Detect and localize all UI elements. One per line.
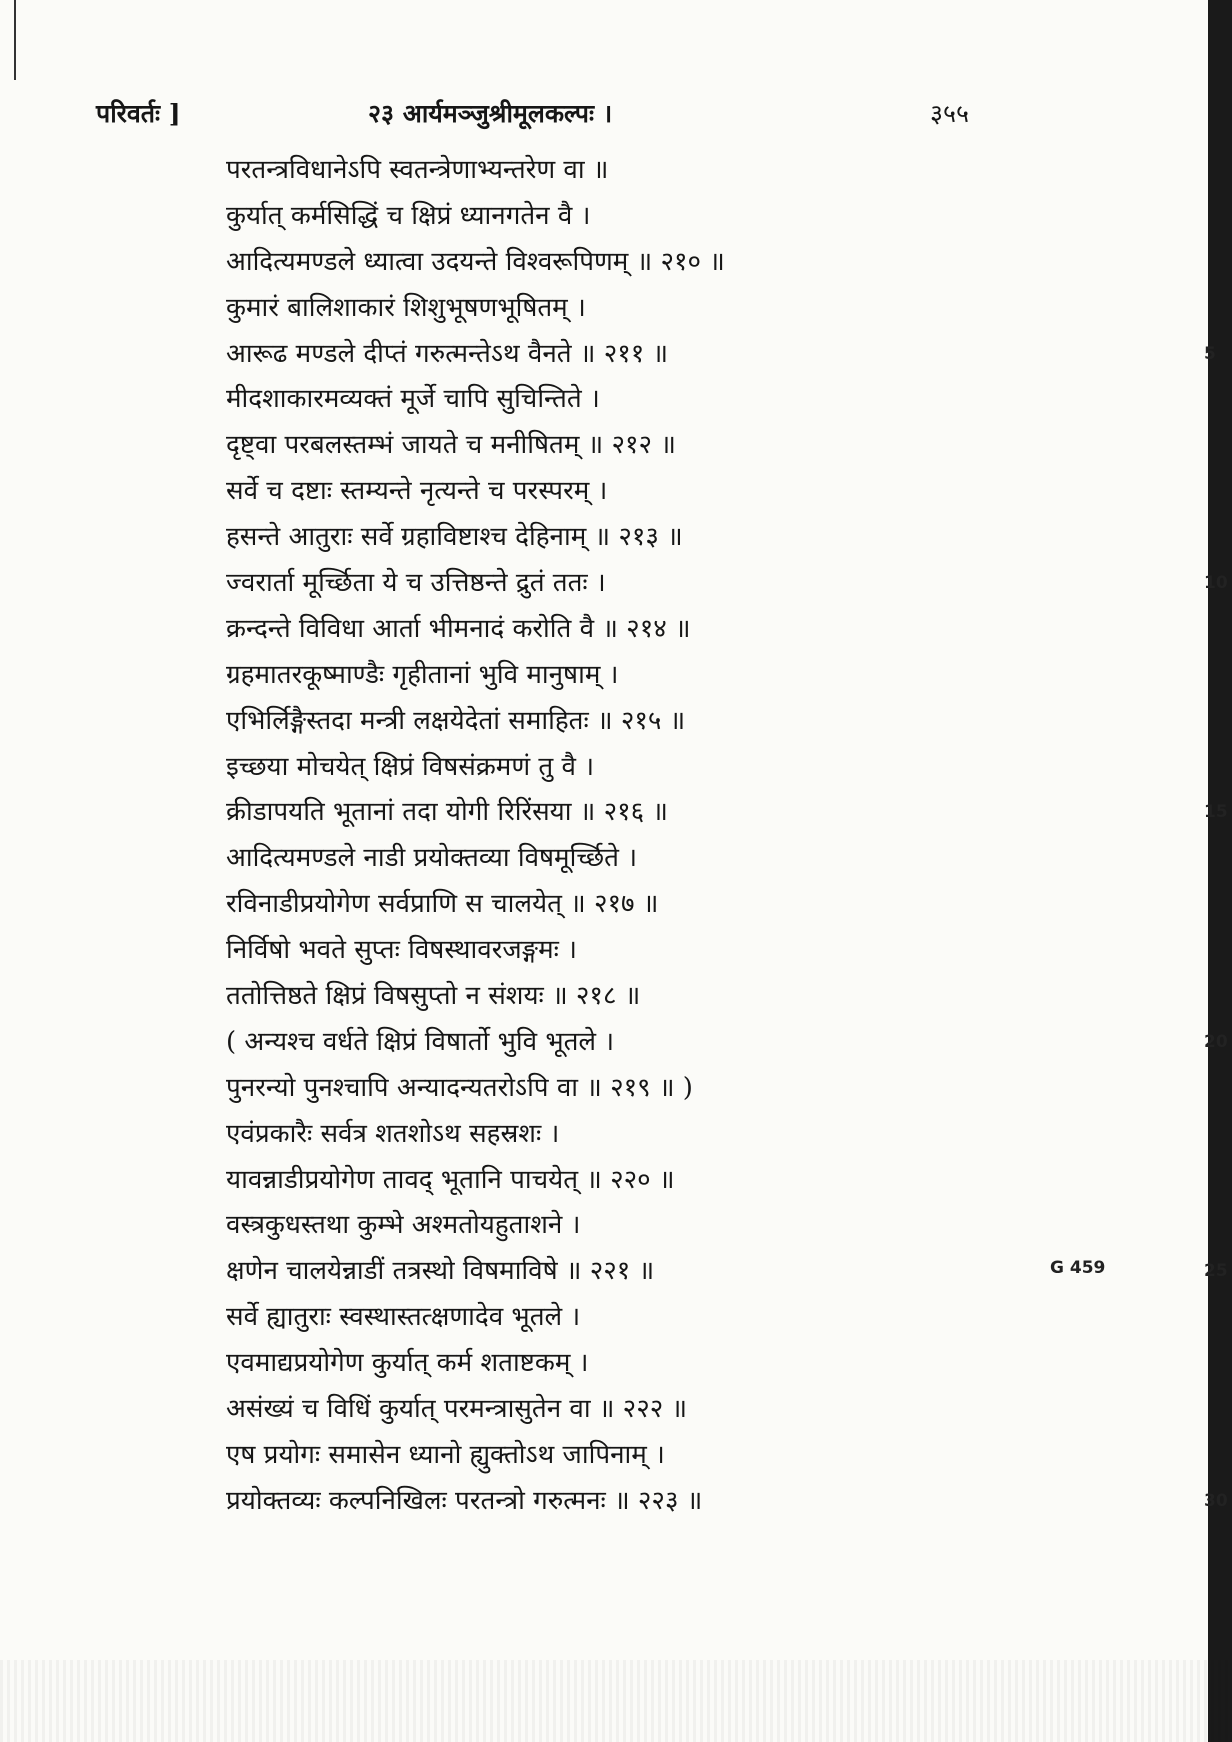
- verse-line: आदित्यमण्डले नाडी प्रयोक्तव्या विषमूर्च्छिते ।: [226, 843, 638, 874]
- section-label: परिवर्तः ]: [96, 99, 181, 128]
- verse-line: क्रन्दन्ते विविधा आर्ता भीमनादं करोति वै ॥ २१४ ॥: [226, 613, 691, 644]
- line-number: 10: [1204, 573, 1228, 594]
- page-number: ३५५: [930, 99, 970, 128]
- verse-line: प्रयोक्तव्यः कल्पनिखिलः परतन्त्रो गरुत्मनः ॥ २२३ ॥ 30: [226, 1479, 1046, 1525]
- verse-line: आरूढ मण्डले दीप्तं गरुत्मन्तेऽथ वैनते ॥ २११ ॥ 5: [226, 332, 1046, 378]
- verse-line: आदित्यमण्डले ध्यात्वा उदयन्ते विश्वरूपिणम् ॥ २१० ॥: [226, 246, 725, 277]
- verse-line: ग्रहमातरकूष्माण्डैः गृहीतानां भुवि मानुषाम् ।: [226, 659, 619, 690]
- verse-line: मीदशाकारमव्यक्तं मूर्जे चापि सुचिन्तिते ।: [226, 384, 600, 415]
- verse-line: क्षणेन चालयेन्नाडीं तत्रस्थो विषमाविषे ॥ २२१ ॥ 25: [226, 1249, 1046, 1295]
- page-title: २३ आर्यमञ्जुश्रीमूलकल्पः ।: [368, 99, 613, 128]
- verse-line: एष प्रयोगः समासेन ध्यानो ह्युक्तोऽथ जापिनाम् ।: [226, 1439, 665, 1470]
- verse-line: असंख्यं च विधिं कुर्यात् परमन्त्रासुतेन वा ॥ २२२ ॥: [226, 1394, 688, 1425]
- line-number: 25: [1204, 1261, 1228, 1282]
- verse-line: क्रीडापयति भूतानां तदा योगी रिरिंसया ॥ २१६ ॥ 15: [226, 790, 1046, 836]
- verse-line: ज्वरार्ता मूर्च्छिता ये च उत्तिष्ठन्ते द्रुतं ततः । 10: [226, 561, 1046, 607]
- running-header: [0, 96, 1232, 136]
- verse-line: एवंप्रकारैः सर्वत्र शतशोऽथ सहस्रशः ।: [226, 1118, 560, 1149]
- verse-line: परतन्त्रविधानेऽपि स्वतन्त्रेणाभ्यन्तरेण वा ॥: [226, 155, 609, 185]
- verse-line: रविनाडीप्रयोगेण सर्वप्राणि स चालयेत् ॥ २१७ ॥: [226, 889, 659, 920]
- verse-line: सर्वे ह्यातुराः स्वस्थास्तत्क्षणादेव भूतले ।: [226, 1302, 581, 1333]
- verse-line: पुनरन्यो पुनश्चापि अन्यादन्यतरोऽपि वा ॥ २१९ ॥ ): [226, 1072, 693, 1103]
- verse-line: कुमारं बालिशाकारं शिशुभूषणभूषितम् ।: [226, 292, 586, 323]
- verse-line: यावन्नाडीप्रयोगेण तावद् भूतानि पाचयेत् ॥ २२० ॥: [226, 1164, 675, 1195]
- verse-line: ( अन्यश्च वर्धते क्षिप्रं विषार्तो भुवि भूतले । 20: [226, 1020, 1046, 1066]
- line-number: 30: [1204, 1490, 1228, 1511]
- margin-reference: G 459: [1050, 1258, 1106, 1278]
- line-number: 5: [1204, 343, 1216, 364]
- scan-noise: [0, 1660, 1232, 1742]
- verse-line: निर्विषो भवते सुप्तः विषस्थावरजङ्गमः ।: [226, 935, 578, 966]
- verse-line: एवमाद्यप्रयोगेण कुर्यात् कर्म शताष्टकम् ।: [226, 1348, 589, 1379]
- verse-line: हसन्ते आतुराः सर्वे ग्रहाविष्टाश्च देहिनाम् ॥ २१३ ॥: [226, 522, 683, 553]
- verse-line: ततोत्तिष्ठते क्षिप्रं विषसुप्तो न संशयः ॥ २१८ ॥: [226, 981, 641, 1012]
- line-number: 15: [1204, 802, 1228, 823]
- verse-line: इच्छया मोचयेत् क्षिप्रं विषसंक्रमणं तु वै ।: [226, 751, 595, 782]
- verse-line: सर्वे च दष्टाः स्तम्यन्ते नृत्यन्ते च परस्परम् ।: [226, 476, 608, 507]
- left-rule: [14, 0, 16, 80]
- verse-line: दृष्ट्वा परबलस्तम्भं जायते च मनीषितम् ॥ २१२ ॥: [226, 430, 676, 461]
- verse-line: वस्त्रकुधस्तथा कुम्भे अश्मतोयहुताशने ।: [226, 1210, 581, 1241]
- verse-line: कुर्यात् कर्मसिद्धिं च क्षिप्रं ध्यानगतेन वै ।: [226, 200, 591, 231]
- line-number: 20: [1204, 1031, 1228, 1052]
- verse-line: एभिर्लिङ्गैस्तदा मन्त्री लक्षयेदेतां समाहितः ॥ २१५ ॥: [226, 705, 686, 736]
